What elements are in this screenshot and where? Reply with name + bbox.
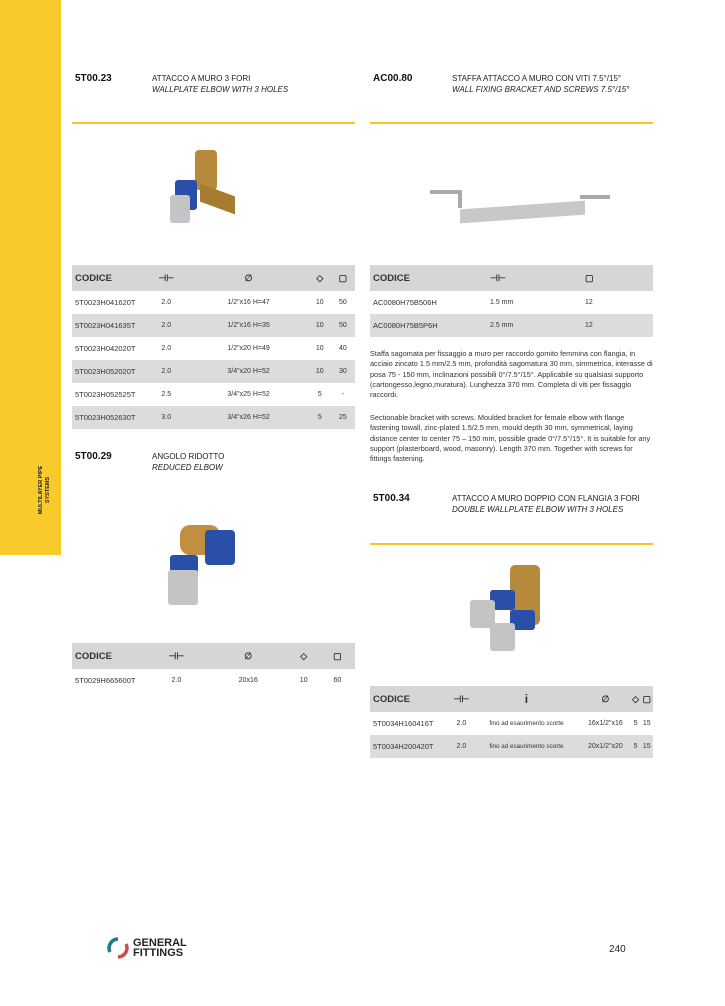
- table-cell: 10: [315, 345, 324, 352]
- table-cell: 2.0: [456, 720, 467, 727]
- table-cell: 50: [339, 299, 347, 306]
- title-en: DOUBLE WALLPLATE ELBOW WITH 3 HOLES: [452, 505, 624, 514]
- table-cell: 5T0023H052020T: [72, 360, 144, 383]
- diameter-icon: ∅: [580, 686, 630, 712]
- box-icon: ▢: [585, 265, 653, 291]
- table-cell: 5T0023H052630T: [72, 406, 144, 429]
- product-image: [465, 565, 565, 655]
- table-cell: AC0080H75B5P6H: [370, 314, 485, 337]
- diameter-icon: ∅: [188, 265, 308, 291]
- product-image: [430, 180, 610, 230]
- description-it: Staffa sagomata per fissaggio a muro per raccordo gomito femmina con flangia, in acciaio zincato 1.5 mm/2.5 mm, profondità sagomatura 30 mm, simmetrica, interasse di posa 75 - 150 mm, inclinazioni possibili 0°/7.5°/15°. Applicabile su qualsiasi supporto (cartongesso,legno,muratura). Lunghezza 370 mm. Completa di viti per fissaggio raccordi.: [370, 349, 653, 400]
- table-row: [370, 735, 653, 758]
- divider: [370, 122, 653, 124]
- table-row: [72, 669, 355, 692]
- col-codice: CODICE: [370, 265, 485, 291]
- table-cell: 2.0: [450, 735, 473, 758]
- product-code: 5T00.23: [75, 73, 112, 84]
- col-codice: CODICE: [72, 643, 144, 669]
- title-en: WALLPLATE ELBOW WITH 3 HOLES: [152, 85, 289, 94]
- box-icon: ▢: [331, 265, 355, 291]
- logo-arrows-icon: [107, 937, 129, 959]
- title-it: STAFFA ATTACCO A MURO CON VITI 7.5°/15°: [452, 74, 622, 83]
- table-cell: 16x1/2"x16: [588, 720, 623, 727]
- table-cell: 50: [331, 314, 355, 337]
- col-codice: CODICE: [370, 686, 450, 712]
- table-cell: 2.5 mm: [485, 314, 585, 337]
- table-cell: 10: [309, 314, 331, 337]
- table-cell: 5T0023H041635T: [72, 314, 144, 337]
- table-cell: 20x16: [238, 677, 258, 684]
- table-cell: 3.0: [144, 406, 188, 429]
- table-cell: 1.5 mm: [490, 299, 514, 306]
- divider: [370, 543, 653, 545]
- table-cell: 5: [631, 735, 641, 758]
- product-table: [370, 686, 653, 758]
- table-row: [370, 291, 653, 314]
- product-table: [72, 643, 355, 692]
- table-row: [72, 383, 355, 406]
- product-image: [160, 525, 240, 610]
- title-it: ANGOLO RIDOTTO: [152, 452, 225, 461]
- table-row: [72, 314, 355, 337]
- product-code: 5T00.34: [373, 493, 410, 504]
- table-row: [370, 712, 653, 735]
- table-cell: 30: [331, 360, 355, 383]
- product-code: AC00.80: [373, 73, 413, 84]
- table-cell: 5T0023H041620T: [75, 298, 136, 307]
- product-title: [152, 73, 288, 95]
- table-cell: 3/4"x20 H=52: [188, 360, 308, 383]
- table-cell: 2.0: [144, 360, 188, 383]
- divider: [72, 122, 355, 124]
- table-cell: 5T0023H052525T: [75, 390, 136, 399]
- table-cell: 10: [309, 360, 331, 383]
- table-cell: 15: [642, 720, 651, 727]
- table-cell: 40: [339, 345, 347, 352]
- table-cell: 10: [315, 299, 324, 306]
- title-en: WALL FIXING BRACKET AND SCREWS 7.5°/15°: [452, 85, 630, 94]
- table-row: [72, 291, 355, 314]
- pack-icon: ◇: [288, 643, 320, 669]
- box-icon: ▢: [641, 686, 653, 712]
- table-row: [370, 314, 653, 337]
- table-cell: 12: [585, 299, 593, 306]
- thickness-icon: ⊣⊢: [144, 643, 209, 669]
- table-row: [72, 360, 355, 383]
- brand-logo: [107, 937, 187, 959]
- thickness-icon: ⊣⊢: [450, 686, 473, 712]
- table-row: [72, 406, 355, 429]
- table-cell: 2.0: [161, 299, 172, 306]
- pack-icon: ◇: [631, 686, 641, 712]
- col-codice: CODICE: [72, 265, 144, 291]
- table-cell: AC0080H75B506H: [373, 298, 437, 307]
- product-table: [370, 265, 653, 337]
- table-cell: -: [341, 391, 345, 398]
- table-cell: 20x1/2"x20: [580, 735, 630, 758]
- product-image: [170, 150, 240, 230]
- product-title: [152, 451, 224, 473]
- description-en: Sectionable bracket with screws. Moulded bracket for female elbow with flange fastening towall, zinc-plated 1.5/2.5 mm, mould depth 30 mm, symmetrical, laying distance center to center 75 – 150 mm, possible grade 0°/7.5°/15°. It is suitable for any support (plasterboard, wood, masonry). Length 370 mm. Together with screws for fittings fastening.: [370, 413, 651, 464]
- table-cell: 25: [331, 406, 355, 429]
- table-cell: fino ad esaurimento scorte: [489, 719, 564, 727]
- info-icon: i: [473, 686, 581, 712]
- table-cell: 3/4"x25 H=52: [227, 391, 270, 398]
- table-cell: 5T0034H200420T: [370, 735, 450, 758]
- table-cell: 3/4"x26 H=52: [188, 406, 308, 429]
- box-icon: ▢: [320, 643, 355, 669]
- table-cell: 2.5: [161, 391, 172, 398]
- table-cell: 15: [641, 735, 653, 758]
- table-cell: 60: [333, 677, 342, 684]
- table-cell: 1/2"x16 H=35: [188, 314, 308, 337]
- table-cell: 5: [633, 720, 638, 727]
- table-cell: 5T0023H042020T: [75, 344, 136, 353]
- thickness-icon: ⊣⊢: [485, 265, 585, 291]
- thickness-icon: ⊣⊢: [144, 265, 188, 291]
- table-cell: 1/2"x16 H=47: [227, 299, 270, 306]
- table-cell: 2.0: [161, 345, 172, 352]
- logo-text-1: GENERAL: [133, 937, 187, 949]
- section-label: MULTILAYER PIPE SYSTEMS: [38, 465, 51, 515]
- table-cell: 5T0034H160416T: [373, 719, 434, 728]
- table-cell: 2.0: [171, 677, 182, 684]
- table-cell: 5: [317, 391, 322, 398]
- table-row: [72, 337, 355, 360]
- product-title: [452, 493, 640, 515]
- table-cell: 2.0: [144, 314, 188, 337]
- table-cell: 1/2"x20 H=49: [227, 345, 270, 352]
- title-it: ATTACCO A MURO DOPPIO CON FLANGIA 3 FORI: [452, 494, 640, 503]
- diameter-icon: ∅: [209, 643, 288, 669]
- table-cell: 5: [309, 406, 331, 429]
- pack-icon: ◇: [309, 265, 331, 291]
- product-code: 5T00.29: [75, 451, 112, 462]
- title-it: ATTACCO A MURO 3 FORI: [152, 74, 251, 83]
- logo-text-2: FITTINGS: [133, 947, 184, 959]
- product-title: [452, 73, 629, 95]
- table-cell: 5T0029H665600T: [75, 676, 136, 685]
- table-cell: 12: [585, 314, 653, 337]
- title-en: REDUCED ELBOW: [152, 463, 223, 472]
- table-cell: fino ad esaurimento scorte: [473, 735, 581, 758]
- page-number: 240: [609, 944, 626, 955]
- table-cell: 10: [299, 677, 308, 684]
- product-table: [72, 265, 355, 429]
